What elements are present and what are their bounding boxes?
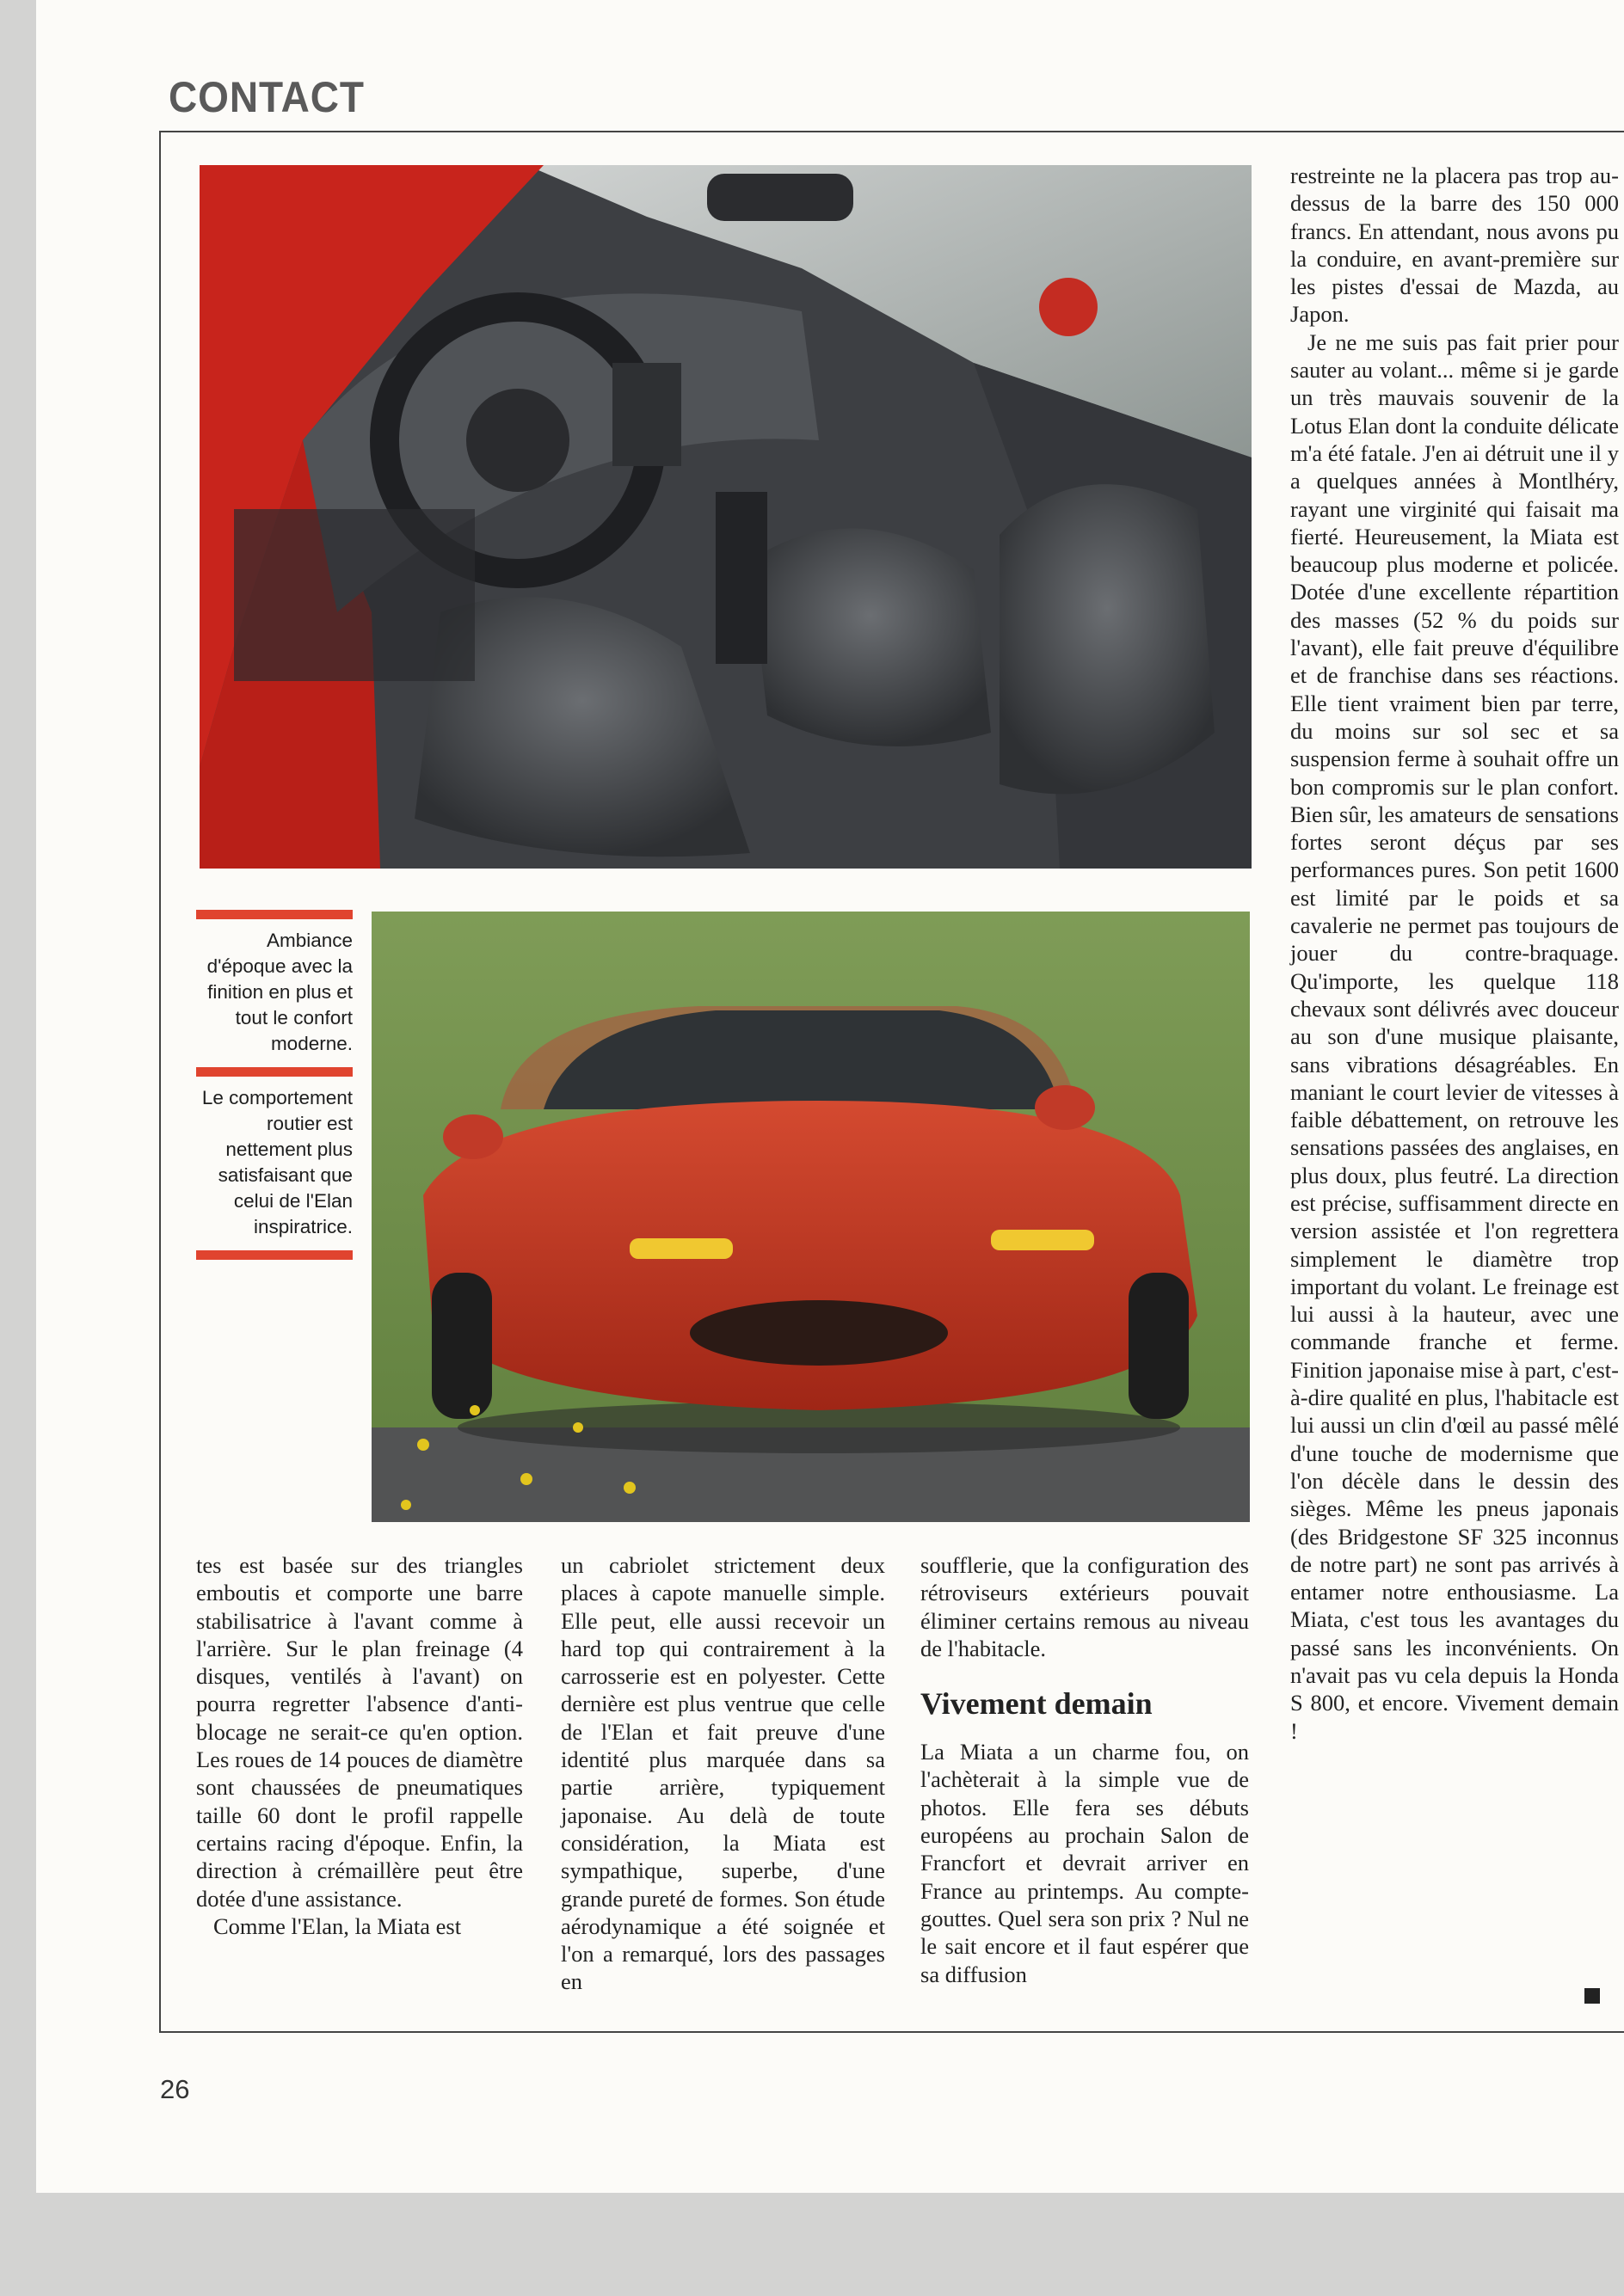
text-column-bottom-3 — [920, 1551, 1249, 1988]
page-number: 26 — [160, 2074, 190, 2104]
paragraph: La Miata a un charme fou, on l'achèterait à la simple vue de photos. Elle fera ses débuts européens au prochain Salon de Francfort et devrait arriver en France au printemps. Au compte-gouttes. Quel sera son prix ? Nul ne le sait encore et il faut espérer que sa diffusion — [920, 1739, 1249, 1987]
text-column-bottom-2 — [561, 1551, 885, 1996]
caption-rule — [196, 1250, 353, 1260]
paragraph: restreinte ne la placera pas trop au-dessus de la barre des 150 000 francs. En attendant, nous avons pu la conduire, en avant-première sur les pistes d'essai de Mazda, au Japon. — [1290, 163, 1619, 328]
subheading: Vivement demain — [920, 1686, 1153, 1722]
caption-car: Le comportement routier est nettement plus satisfaisant que celui de l'Elan inspiratrice. — [201, 1087, 353, 1237]
caption-interior: Ambiance d'époque avec la finition en plus et tout le confort moderne. — [206, 930, 353, 1054]
text-column-right — [1290, 162, 1619, 1745]
paragraph: un cabriolet strictement deux places à capote manuelle simple. Elle peut, elle aussi recevoir un hard top qui contrairement à la carrosserie est en polyester. Cette dernière est plus ventrue que celle de l'Elan et fait preuve d'une identité plus marquée dans sa partie arrière, typiquement japonaise. Au delà de toute considération, la Miata est sympathique, superbe, d'une grande pureté de formes. Son étude aérodynamique a été soignée et l'on a remarqué, lors des passages en — [561, 1552, 885, 1995]
car-photo — [372, 912, 1250, 1522]
section-label: CONTACT — [169, 73, 365, 121]
paragraph: Comme l'Elan, la Miata est — [213, 1912, 462, 1939]
end-of-article-mark — [1584, 1988, 1600, 2004]
caption-rule — [196, 1067, 353, 1077]
text-column-bottom-1 — [196, 1551, 523, 1940]
paragraph: soufflerie, que la configuration des rétroviseurs extérieurs pouvait éliminer certains remous au niveau de l'habitacle. — [920, 1552, 1249, 1661]
paragraph: tes est basée sur des triangles emboutis et comporte une barre stabilisatrice à l'avant comme à l'arrière. Sur le plan freinage (4 disques, ventilés à l'avant) on pourra regretter l'absence d'anti-blocage ne serait-ce qu'en option. Les roues de 14 pouces de diamètre sont chaussées de pneumatiques taille 60 dont le profil rappelle certains racing d'époque. Enfin, la direction à crémaillère peut être dotée d'une assistance. — [196, 1552, 523, 1912]
caption-block — [196, 910, 353, 1268]
interior-photo — [200, 165, 1252, 869]
paragraph: Je ne me suis pas fait prier pour sauter au volant... même si je garde un très mauvais souvenir de la Lotus Elan dont la conduite délicate m'a été fatale. J'en ai détruit une il y a quelques années à Montlhéry, rayant une virginité qui faisait ma fierté. Heureusement, la Miata est beaucoup plus moderne et policée. Dotée d'une excellente répartition des masses (52 % du poids sur l'avant), elle fait preuve d'équilibre et de franchise dans ses réactions. Elle tient vraiment bien par terre, du moins sur sol sec et sa suspension ferme à souhait offre un bon compromis sur le plan confort. Bien sûr, les amateurs de sensations fortes seront déçus par ses performances pures. Son petit 1600 est limité par le poids et sa cavalerie ne permet pas toujours de jouer du contre-braquage. Qu'importe, les quelque 118 chevaux sont délivrés avec douceur au son d'une musique plaisante, sans vibrations désagréables. En maniant le court levier de vitesses à faible débattement, on retrouve les sensations passées des anglaises, en plus doux, plus feutré. La direction est précise, suffisamment directe en version assistée et l'on regrettera simplement le diamètre trop important du volant. Le freinage est lui aussi à la hauteur, avec une commande franche et ferme. Finition japonaise mise à part, c'est-à-dire qualité en plus, l'habitacle est lui aussi un clin d'œil au passé mêlé d'une touche de modernisme que l'on décèle dans le dessin des sièges. Même les pneus japonais (des Bridgestone SF 325 inconnus de notre part) ne sont pas arrivés à entamer notre enthousiasme. La Miata, c'est tous les avantages du passé sans les inconvénients. On n'avait pas vu cela depuis la Honda S 800, et encore. Vivement demain ! — [1290, 328, 1619, 1744]
caption-rule — [196, 910, 353, 919]
